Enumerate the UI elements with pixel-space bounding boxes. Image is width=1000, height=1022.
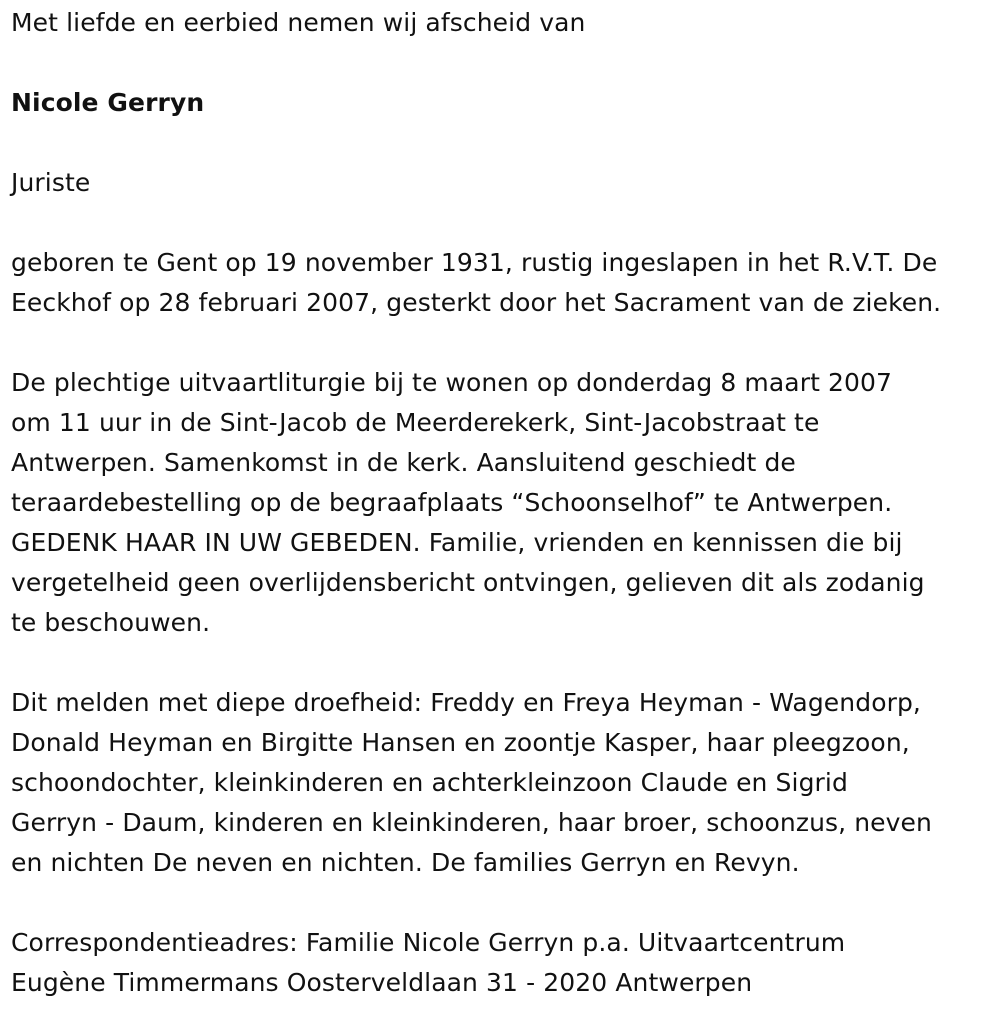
correspondence-address: Correspondentieadres: Familie Nicole Gerryn p.a. Uitvaartcentrum Eugène Timmermans Oosterveldlaan 31 - 2020 Antwerpen xyxy=(11,928,846,997)
ceremony-paragraph: De plechtige uitvaartliturgie bij te wonen op donderdag 8 maart 2007 om 11 uur in de Sint-Jacob de Meerderekerk, Sint-Jacobstraat te Antwerpen. Samenkomst in de kerk. Aansluitend geschiedt de teraardebestelling op de begraafplaats “Schoonselhof” te Antwerpen. GEDENK HAAR IN UW GEBEDEN. Familie, vrienden en kennissen die bij vergetelheid geen overlijdensbericht ontvingen, gelieven dit als zodanig te beschouwen. xyxy=(11,368,925,637)
family-paragraph: Dit melden met diepe droefheid: Freddy en Freya Heyman - Wagendorp, Donald Heyman en Birgitte Hansen en zoontje Kasper, haar pleegzoon, schoondochter, kleinkinderen en achterkleinzoon Claude en Sigrid Gerryn - Daum, kinderen en kleinkinderen, haar broer, schoonzus, neven en nichten De neven en nichten. De families Gerryn en Revyn. xyxy=(11,688,932,877)
intro-text: Met liefde en eerbied nemen wij afscheid van xyxy=(11,8,586,37)
profession-text: Juriste xyxy=(11,168,91,197)
birth-death-paragraph: geboren te Gent op 19 november 1931, rustig ingeslapen in het R.V.T. De Eeckhof op 28 februari 2007, gesterkt door het Sacrament van de zieken. xyxy=(11,248,942,317)
deceased-name: Nicole Gerryn xyxy=(11,88,205,117)
